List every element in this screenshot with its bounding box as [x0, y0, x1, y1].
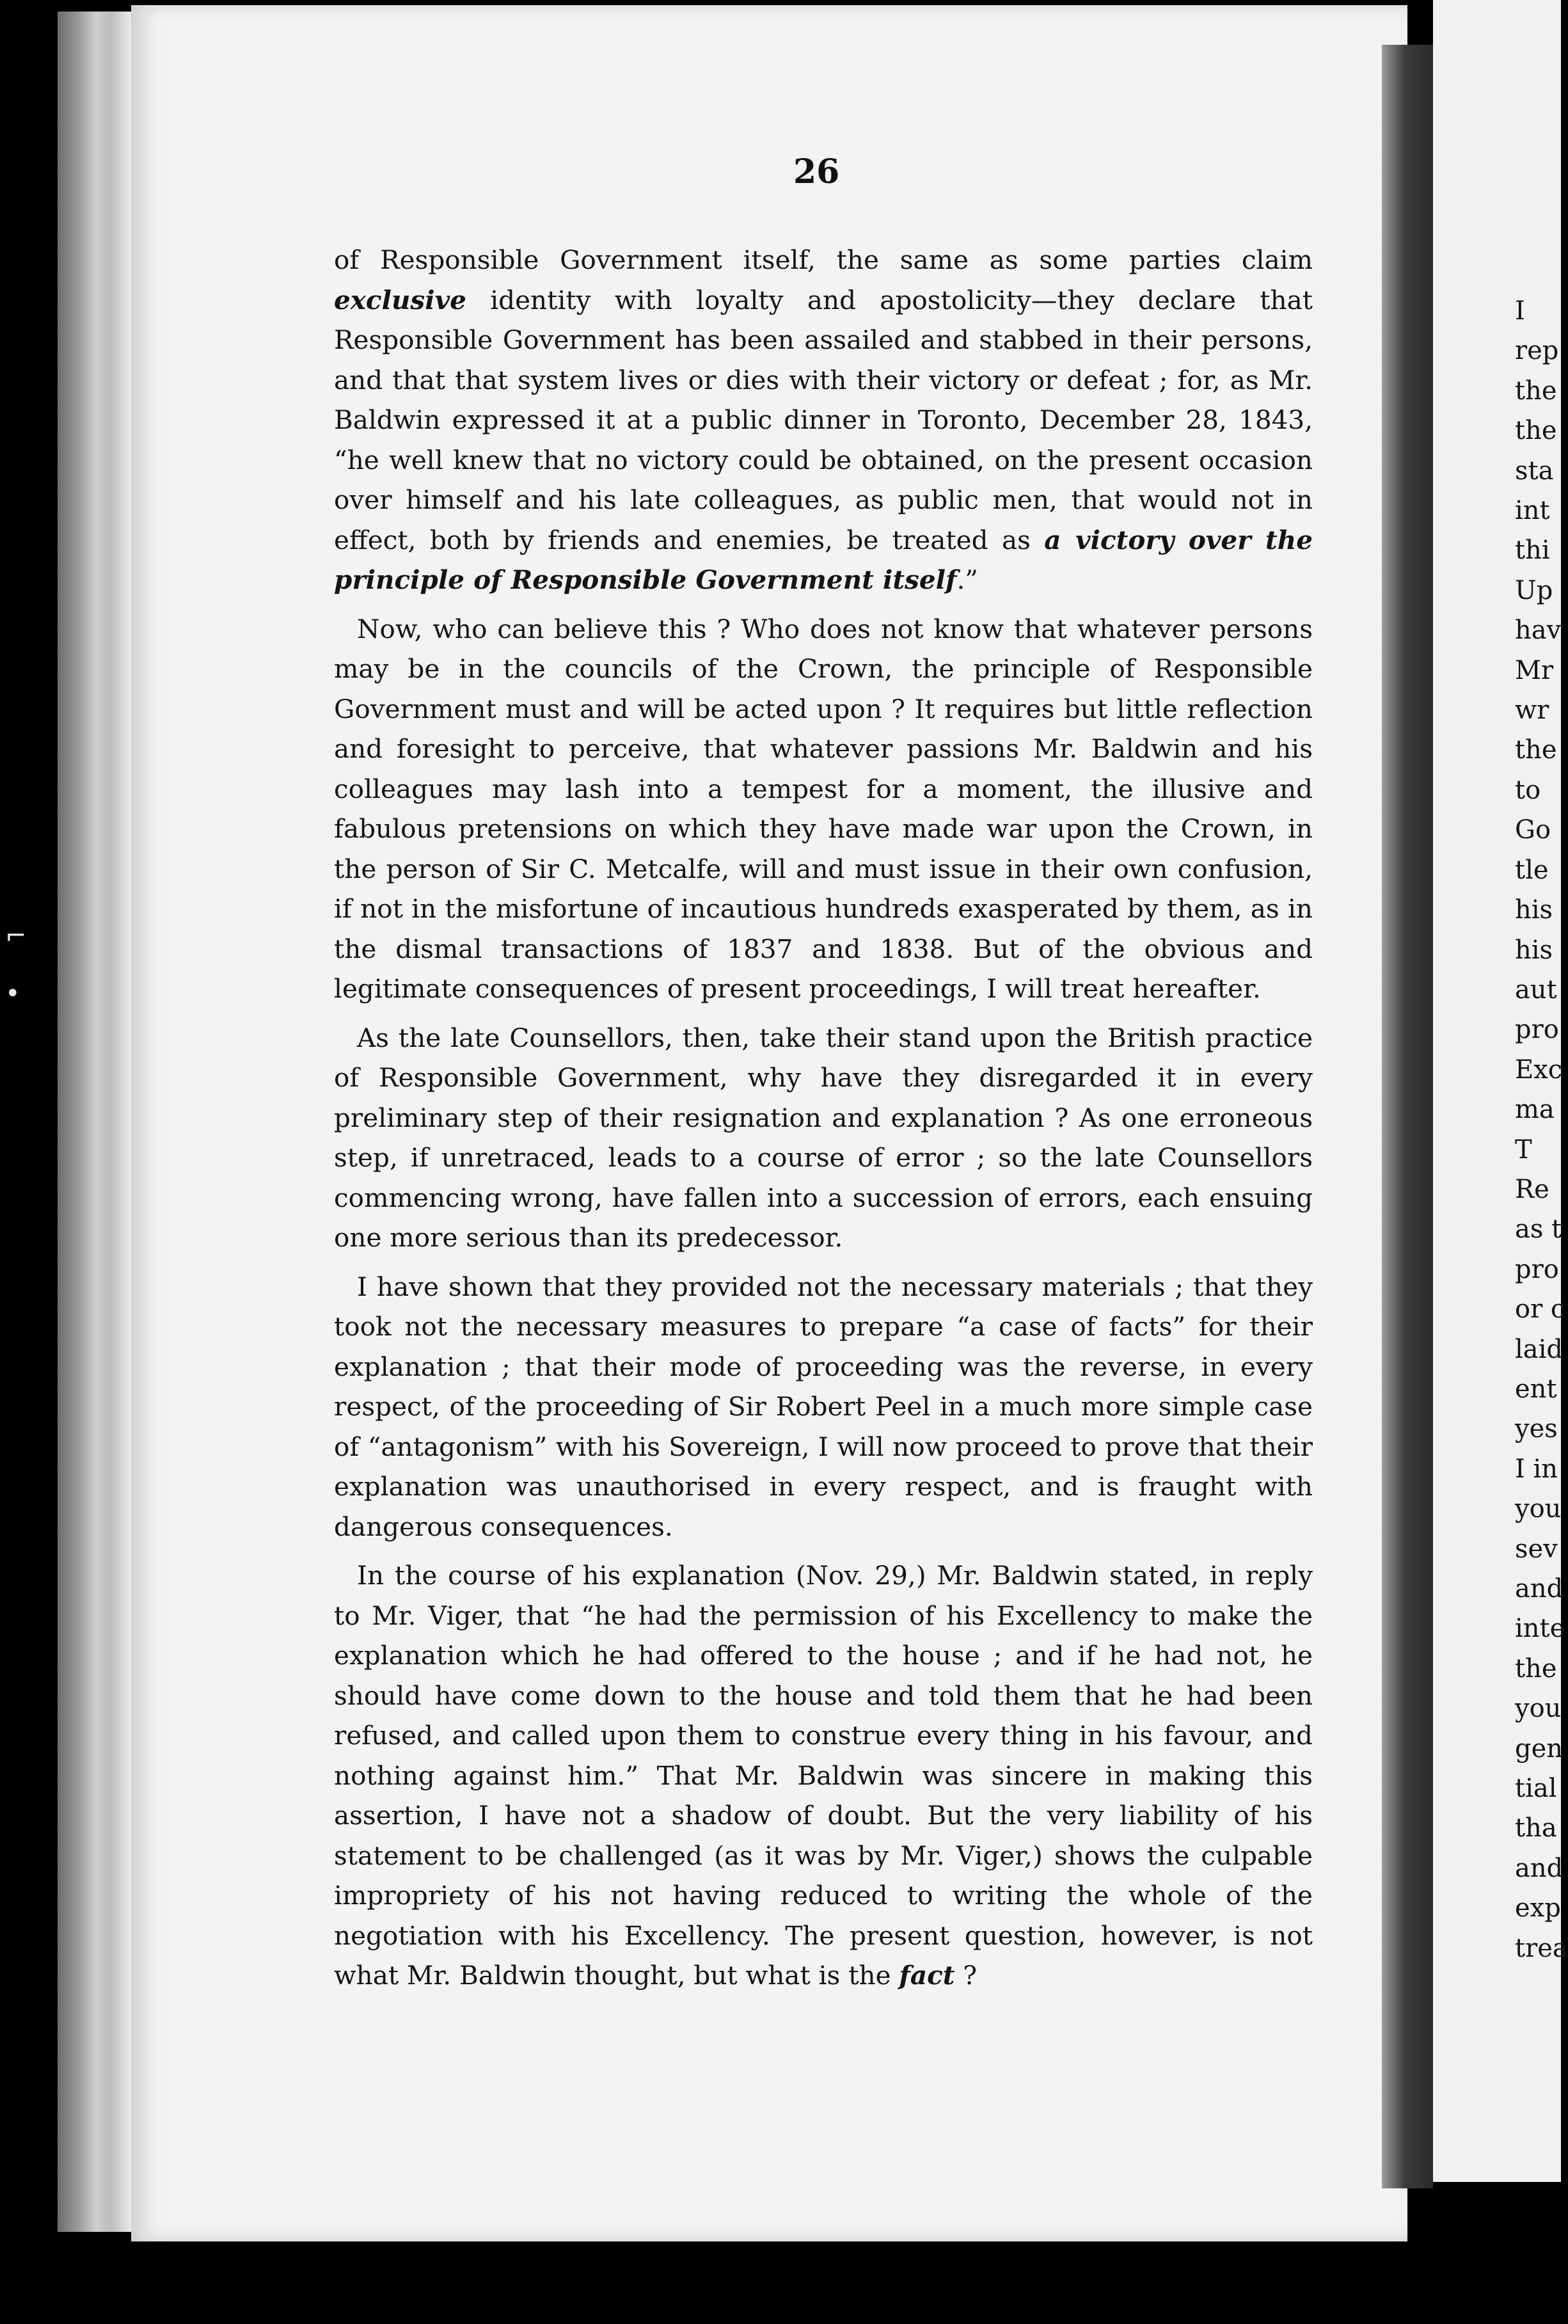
facing-page-line: Exc	[1515, 1055, 1563, 1085]
italic-text: fact	[899, 1960, 955, 1991]
facing-page-line: Mr	[1515, 655, 1554, 685]
page-gutter	[1382, 45, 1433, 2188]
facing-page-line: yes	[1515, 1414, 1558, 1444]
facing-page-line: laid	[1515, 1334, 1564, 1364]
facing-page-line: and	[1515, 1574, 1564, 1604]
text-run: .”	[956, 564, 979, 595]
facing-page-line: sta	[1515, 456, 1554, 486]
page-body-text	[334, 240, 1313, 2005]
facing-page-line: thi	[1515, 536, 1550, 566]
facing-page-line: to	[1515, 775, 1541, 805]
paragraph	[334, 240, 1313, 600]
margin-mark: •	[5, 979, 20, 1008]
facing-page-line: the	[1515, 735, 1557, 765]
facing-page-line: I	[1515, 296, 1525, 326]
italic-text: exclusive	[334, 284, 466, 315]
facing-page-line: exp	[1515, 1893, 1561, 1923]
facing-page-line: inte	[1515, 1614, 1565, 1644]
facing-page-line: his	[1515, 935, 1553, 965]
paragraph	[334, 609, 1313, 1009]
facing-page-line: or c	[1515, 1294, 1565, 1325]
facing-page-line: pro	[1515, 1015, 1559, 1045]
text-run: Now, who can believe this ? Who does not know that whatever persons may be in the councils of the Crown, the principle of Responsible Government must and will be acted upon ? It requires but little reflection and foresight to perceive, that whatever passions Mr. Baldwin and his colleagues may lash into a tempest for a moment, the illusive and fabulous pretensions on which they have made war upon the Crown, in the person of Sir C. Metcalfe, will and must issue in their own confusion, if not in the misfortune of incautious hundreds exasperated by them, as in the dismal transactions of 1837 and 1838. But of the obvious and legitimate consequences of present proceedings, I will treat hereafter.	[334, 613, 1313, 1004]
facing-page-line: wr	[1515, 696, 1549, 726]
margin-mark: ⌐	[5, 921, 27, 951]
facing-page-line: tial	[1515, 1774, 1557, 1804]
facing-page-line: tle	[1515, 855, 1549, 885]
facing-page-line: and	[1515, 1853, 1564, 1883]
facing-page-line: trea	[1515, 1933, 1568, 1963]
text-run: identity with loyalty and apostolicity—they declare that Responsible Government has been assailed and stabbed in their persons, and that that system lives or dies with their victory or defeat ; for, as Mr. Baldwin expressed it at a public dinner in Toronto, December 28, 1843, “he well knew that no victory could be obtained, on the present occasion over himself and his late colleagues, as public men, that would not in effect, both by friends and enemies, be treated as	[334, 284, 1313, 555]
facing-page-line: the	[1515, 1653, 1557, 1683]
facing-page-line: aut	[1515, 975, 1557, 1005]
page-number: 26	[793, 152, 840, 191]
facing-page-line: rep	[1515, 336, 1559, 366]
facing-page-line: the	[1515, 376, 1557, 406]
facing-page-line: as t	[1515, 1214, 1562, 1245]
facing-page-line: hav	[1515, 616, 1562, 646]
facing-page-line: tha	[1515, 1813, 1557, 1843]
text-run: In the course of his explanation (Nov. 29,) Mr. Baldwin stated, in reply to Mr. Viger, that “he had the permission of his Excellency to make the explanation which he had offered to the house ; and if he had not, he should have come down to the house and told them that he had been refused, and called upon them to construe every thing in his favour, and nothing against him.” That Mr. Baldwin was sincere in making this assertion, I have not a shadow of doubt. But the very liability of his statement to be challenged (as it was by Mr. Viger,) shows the culpable impropriety of his not having reduced to writing the whole of the negotiation with his Excellency. The present question, however, is not what Mr. Baldwin thought, but what is the	[334, 1560, 1313, 1991]
facing-page-line: T	[1515, 1134, 1532, 1165]
paragraph	[334, 1018, 1313, 1258]
facing-page-line: ent	[1515, 1374, 1557, 1404]
text-run: ?	[954, 1960, 978, 1991]
facing-page-line: you	[1515, 1494, 1562, 1524]
facing-page-line: ma	[1515, 1095, 1555, 1125]
facing-page-line: you	[1515, 1694, 1562, 1724]
text-run: I have shown that they provided not the necessary materials ; that they took not the necessary measures to prepare “a case of facts” for their explanation ; that their mode of proceeding was the reverse, in every respect, of the proceeding of Sir Robert Peel in a much more simple case of “antagonism” with his Sovereign, I will now proceed to prove that their explanation was unauthorised in every respect, and is fraught with dangerous consequences.	[334, 1271, 1313, 1542]
italic-text: a victory over the principle of Responsible Government itself	[334, 524, 1313, 595]
facing-page-line: his	[1515, 895, 1553, 925]
facing-page-line: the	[1515, 416, 1557, 446]
text-run: of Responsible Government itself, the same as some parties claim	[334, 244, 1313, 275]
facing-page-line: Re	[1515, 1174, 1549, 1204]
paragraph	[334, 1556, 1313, 1996]
facing-page-text-fragments	[1515, 291, 1568, 1968]
facing-page-line: gen	[1515, 1733, 1564, 1763]
facing-page-line: I in	[1515, 1454, 1558, 1484]
facing-page-line: Up	[1515, 575, 1553, 605]
paragraph	[334, 1267, 1313, 1547]
facing-page-line: Go	[1515, 815, 1551, 845]
text-run: As the late Counsellors, then, take their stand upon the British practice of Responsible Government, why have they disregarded it in every preliminary step of their resignation and explanation ? As one erroneous step, if unretraced, leads to a course of error ; so the late Counsellors commencing wrong, have fallen into a succession of errors, each ensuing one more serious than its predecessor.	[334, 1022, 1313, 1253]
facing-page-line: sev	[1515, 1534, 1558, 1564]
facing-page-line: int	[1515, 496, 1550, 526]
facing-page-line: pro	[1515, 1254, 1559, 1284]
